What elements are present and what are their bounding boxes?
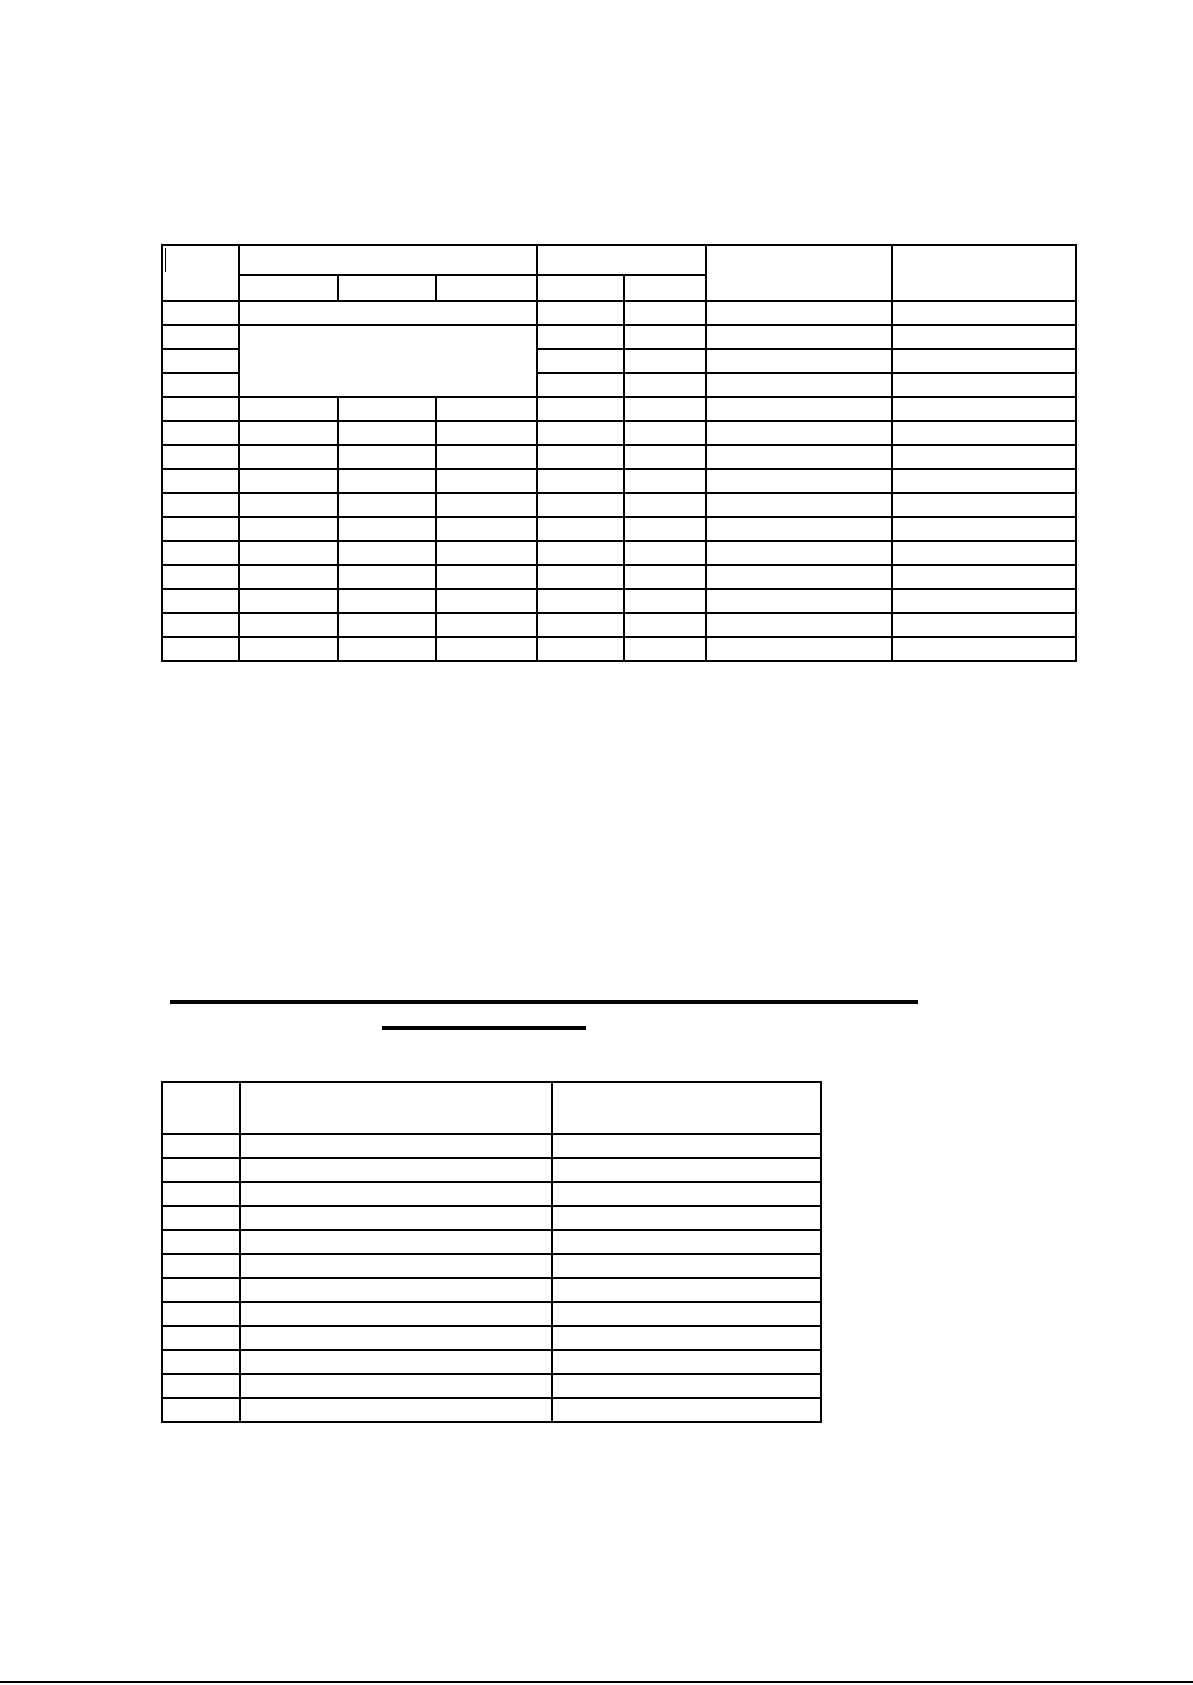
table-row	[162, 637, 1076, 661]
table-cell	[624, 421, 706, 445]
table-cell	[338, 541, 436, 565]
table-cell	[240, 1374, 552, 1398]
table-cell	[892, 493, 1076, 517]
table-cell	[706, 565, 892, 589]
table-cell	[240, 1302, 552, 1326]
table-cell	[706, 493, 892, 517]
table-cell	[706, 397, 892, 421]
table-1-header-cell	[706, 245, 892, 301]
table-cell	[338, 445, 436, 469]
table-cell	[552, 1254, 821, 1278]
table-row	[162, 1350, 821, 1374]
table-cell	[436, 493, 537, 517]
table-cell	[436, 637, 537, 661]
table-cell	[436, 445, 537, 469]
table-cell	[706, 541, 892, 565]
table-cell	[537, 589, 624, 613]
table-cell	[706, 301, 892, 325]
table-cell	[892, 301, 1076, 325]
table-cell	[162, 1206, 240, 1230]
table-cell	[162, 517, 239, 541]
table-cell	[892, 589, 1076, 613]
table-cell	[162, 1134, 240, 1158]
table-cell	[624, 589, 706, 613]
table-cell	[162, 301, 239, 325]
table-cell	[162, 637, 239, 661]
table-cell	[537, 517, 624, 541]
table-cell	[537, 373, 624, 397]
table-cell	[162, 325, 239, 349]
table-cell	[239, 397, 338, 421]
table-1	[161, 244, 1077, 662]
table-2-header-cell	[162, 1082, 240, 1134]
table-row	[162, 1206, 821, 1230]
table-cell	[706, 421, 892, 445]
table-cell	[537, 325, 624, 349]
table-cell	[892, 445, 1076, 469]
table-cell	[240, 1134, 552, 1158]
table-cell	[162, 469, 239, 493]
table-cell	[162, 493, 239, 517]
table-cell	[436, 541, 537, 565]
table-cell	[706, 349, 892, 373]
table-cell	[552, 1350, 821, 1374]
table-row	[162, 613, 1076, 637]
table-cell	[162, 1326, 240, 1350]
table-cell	[892, 517, 1076, 541]
table-cell	[552, 1134, 821, 1158]
table-cell	[624, 541, 706, 565]
table-cell	[338, 613, 436, 637]
table-cell	[552, 1278, 821, 1302]
table-cell	[338, 565, 436, 589]
table-cell	[624, 397, 706, 421]
table-cell	[537, 445, 624, 469]
table-cell	[162, 1398, 240, 1422]
table-cell	[892, 565, 1076, 589]
table-row	[162, 541, 1076, 565]
table-cell	[239, 565, 338, 589]
table-cell	[162, 541, 239, 565]
table-cell	[436, 613, 537, 637]
table-cell	[537, 397, 624, 421]
table-cell	[240, 1158, 552, 1182]
table-cell	[162, 373, 239, 397]
table-cell	[240, 1206, 552, 1230]
table-cell	[624, 301, 706, 325]
table-2	[161, 1081, 822, 1423]
table-row	[162, 1182, 821, 1206]
table-row	[162, 493, 1076, 517]
table-cell	[552, 1302, 821, 1326]
table-cell	[162, 445, 239, 469]
table-cell	[162, 1254, 240, 1278]
table-cell	[552, 1206, 821, 1230]
table-cell	[436, 589, 537, 613]
table-row	[162, 397, 1076, 421]
table-1-header-cell	[537, 275, 624, 301]
page-bottom-border	[0, 1681, 1193, 1683]
table-cell	[338, 637, 436, 661]
table-cell	[239, 589, 338, 613]
table-cell	[537, 349, 624, 373]
table-cell	[162, 421, 239, 445]
table-cell	[624, 445, 706, 469]
table-cell	[239, 517, 338, 541]
table-cell	[338, 589, 436, 613]
table-cell	[239, 421, 338, 445]
table-cell	[552, 1158, 821, 1182]
table-row	[162, 1326, 821, 1350]
table-cell	[892, 613, 1076, 637]
table-cell	[240, 1254, 552, 1278]
table-1-header-cell	[239, 245, 537, 275]
table-1-header-cell	[338, 275, 436, 301]
table-row	[162, 325, 1076, 349]
table-cell	[624, 517, 706, 541]
table-cell	[624, 637, 706, 661]
table-cell	[162, 397, 239, 421]
table-row	[162, 1302, 821, 1326]
table-cell	[162, 589, 239, 613]
table-cell	[162, 1158, 240, 1182]
title-underline-long	[170, 1000, 918, 1004]
table-cell	[624, 469, 706, 493]
table-cell	[624, 493, 706, 517]
table-cell	[537, 613, 624, 637]
table-cell	[624, 613, 706, 637]
table-cell	[706, 613, 892, 637]
table-cell	[239, 613, 338, 637]
table-cell	[239, 325, 537, 397]
table-cell	[892, 421, 1076, 445]
table-cell	[338, 421, 436, 445]
table-row	[162, 517, 1076, 541]
table-cell	[162, 1182, 240, 1206]
table-cell	[162, 613, 239, 637]
table-cell	[162, 1230, 240, 1254]
table-cell	[552, 1182, 821, 1206]
table-cell	[239, 301, 537, 325]
table-cell	[162, 1374, 240, 1398]
table-cell	[239, 493, 338, 517]
table-cell	[537, 565, 624, 589]
table-row	[162, 445, 1076, 469]
table-cell	[240, 1326, 552, 1350]
table-1-header-cell	[624, 275, 706, 301]
table-row	[162, 589, 1076, 613]
table-row	[162, 1230, 821, 1254]
table-cell	[624, 373, 706, 397]
table-cell	[436, 565, 537, 589]
table-cell	[537, 637, 624, 661]
table-cell	[239, 637, 338, 661]
table-row	[162, 1278, 821, 1302]
table-cell	[537, 493, 624, 517]
table-cell	[624, 349, 706, 373]
table-cell	[162, 1350, 240, 1374]
table-cell	[552, 1398, 821, 1422]
table-row	[162, 1158, 821, 1182]
table-cell	[892, 637, 1076, 661]
table-cell	[436, 469, 537, 493]
table-row	[162, 1374, 821, 1398]
table-cell	[892, 397, 1076, 421]
table-cell	[240, 1278, 552, 1302]
table-1-header-cell	[436, 275, 537, 301]
table-cell	[892, 373, 1076, 397]
table-cell	[162, 1302, 240, 1326]
table-row	[162, 421, 1076, 445]
table-cell	[706, 589, 892, 613]
table-cell	[240, 1182, 552, 1206]
table-cell	[436, 397, 537, 421]
table-cell	[892, 349, 1076, 373]
table-cell	[624, 325, 706, 349]
table-1-header-cell	[239, 275, 338, 301]
table-cell	[436, 421, 537, 445]
table-row	[162, 1398, 821, 1422]
table-cell	[537, 421, 624, 445]
table-cell	[537, 541, 624, 565]
title-underline-short	[382, 1026, 586, 1030]
table-cell	[162, 1278, 240, 1302]
table-cell	[338, 469, 436, 493]
table-1-header-cell	[537, 245, 706, 275]
table-cell	[240, 1398, 552, 1422]
table-cell	[240, 1230, 552, 1254]
table-cell	[892, 541, 1076, 565]
table-2-header-cell	[552, 1082, 821, 1134]
table-cell	[552, 1326, 821, 1350]
table-cell	[706, 517, 892, 541]
table-cell	[162, 349, 239, 373]
table-row	[162, 469, 1076, 493]
table-cell	[537, 301, 624, 325]
table-cell	[624, 565, 706, 589]
table-cell	[338, 517, 436, 541]
table-cell	[706, 373, 892, 397]
table-1-header-cell	[162, 245, 239, 301]
table-row	[162, 301, 1076, 325]
table-cell	[239, 445, 338, 469]
table-cell	[706, 445, 892, 469]
table-cell	[162, 565, 239, 589]
table-cell	[436, 517, 537, 541]
table-cell	[706, 325, 892, 349]
table-cell	[338, 493, 436, 517]
table-cell	[706, 637, 892, 661]
table-cell	[338, 397, 436, 421]
table-row	[162, 1254, 821, 1278]
table-2-header-cell	[240, 1082, 552, 1134]
table-cell	[892, 469, 1076, 493]
table-cell	[239, 541, 338, 565]
table-1-header-row-1	[162, 245, 1076, 275]
table-cell	[552, 1230, 821, 1254]
table-cell	[706, 469, 892, 493]
table-cell	[892, 325, 1076, 349]
table-row	[162, 565, 1076, 589]
table-1-header-cell	[892, 245, 1076, 301]
table-cell	[239, 469, 338, 493]
table-cell	[552, 1374, 821, 1398]
table-2-header-row	[162, 1082, 821, 1134]
table-cell	[240, 1350, 552, 1374]
table-cell	[537, 469, 624, 493]
table-row	[162, 1134, 821, 1158]
